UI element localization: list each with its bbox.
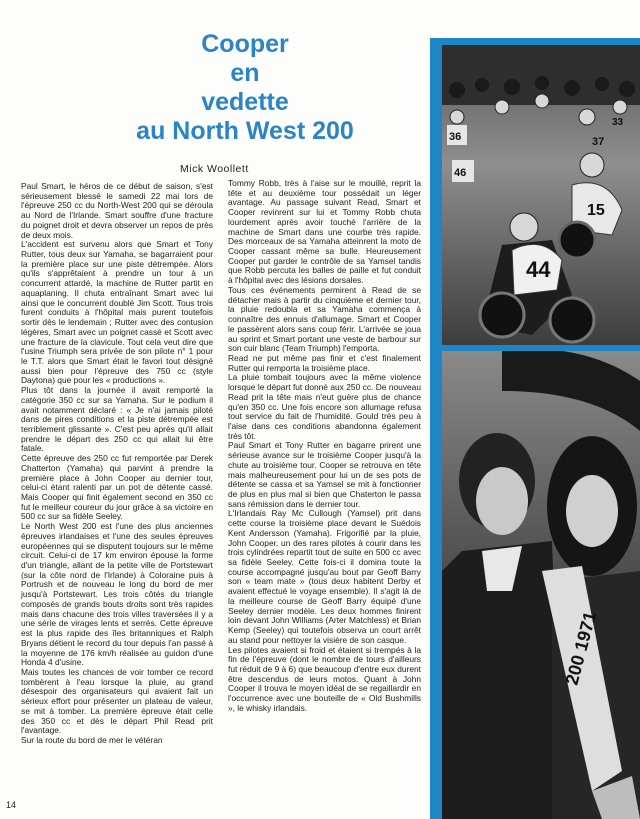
paragraph: Le North West 200 est l'une des plus anciennes épreuves irlandaises et l'une des seules épreuves européennes qui se disputent toujours sur le même circuit. Celui-ci de 17 km environ épouse la forme d'un triangle, allant de la petite ville de Portstewart (sur la côte nord de l'Irlande) à Coloraine puis à Portrush et de nouveau le long du bord de mer jusqu'à Portstewart. Les trois côtés du triangle composés de grands bouts droits sont très rapides mais dans chacune des trois villes traversées il y a une série de virages lents et serrés. Cette épreuve est la plus rapide des îles britanniques et Ralph Bryans détient le record du tour depuis l'an passé à la moyenne de 176 km/h réalisée au guidon d'une Honda 4 d'usine.	[21, 521, 213, 668]
race-number-37: 37	[592, 136, 605, 148]
paragraph: Cette épreuve des 250 cc fut remportée par Derek Chatterton (Yamaha) qui parvint à prendre la première place à John Cooper au dernier tour, celui-ci étant ralenti par un pot de détente cassé. Mais Cooper qui finit également second en 350 cc fut le meilleur coureur du jour grâce à sa victoire en 500 cc sur sa fidèle Seeley.	[21, 453, 213, 522]
paragraph: L'accident est survenu alors que Smart et Tony Rutter, tous deux sur Yamaha, se bagarraient pour la première place sur une piste détrempée. Alors qu'ils s'apprêtaient à prendre un tour à un concurrent attardé, la machine de Rutter partit en aquaplaning. Il chuta entraînant Smart avec lui ainsi que le concurrent doublé Jim Scott. Tous trois furent conduits à l'hôpital mais purent toutefois sortir dès le lendemain ; Rutter avec des contusion légères, Smart avec un poignet cassé et Scott avec une fracture de la clavicule. Tout cela veut dire que l'usine Triumph sera privée de son pilote n° 1 pour le T.T. alors que Smart était le favori tout désigné aussi bien pour l'épreuve des 750 cc (style Daytona) que pour les « productions ».	[21, 239, 213, 386]
winner-celebration-photo	[442, 351, 640, 819]
paragraph: La pluie tombait toujours avec la même violence lorsque le départ fut donné aux 250 cc. De nouveau Read prit la tête mais n'eut guère plus de chance qu'en 350 cc. Une fois encore son allumage refusa tout service du fait de l'humidité. Gould très peu à l'aise dans ces conditions abandonna également très tôt.	[228, 372, 421, 441]
paragraph: Les pilotes avaient si froid et étaient si trempés à la fin de l'épreuve (dont le nombre de tours d'ailleurs fut réduit de 9 à 6) que beaucoup d'entre eux durent être descendus de leurs motos. Quant à John Cooper il trouva le moyen idéal de se regaillardir en l'occurrence avec une bouteille de « Old Bushmills », le whisky irlandais.	[228, 644, 421, 713]
paragraph: Tous ces événements permirent à Read de se détacher mais à partir du cinquième et dernier tour, la pluie redoubla et sa Yamaha commença à connaître des ennuis d'allumage. Smart et Cooper le passèrent alors sans coup férir. L'arrivée se joua au sprint et Smart portant une veste de barbour sur son cuir blanc (Team Triumph) l'emporta.	[228, 284, 421, 354]
paragraph: L'Irlandais Ray Mc Cullough (Yamsel) prit dans cette course la troisième place devant le Suédois Kent Andersson (Yamaha). Frigorifié par la pluie, John Cooper, un des rares pilotes à courir dans les trois cylindrées repartit tout de suite en 500 cc avec sa fidèle Seeley. Cette fois-ci il domina toute la course accompagné jusqu'au bout par Geoff Barry son « team mate » (tous deux habitent Derby et avaient effectué le voyage ensemble). Il s'agit là de la meilleure course de Geoff Barry équipé d'une Seeley dernier modèle. Les deux hommes finirent loin devant John Williams (Arter Matchless) et Brian Kemp (Seeley) qui toutefois observa un court arrêt au stand pour nettoyer la visière de son casque.	[228, 508, 421, 645]
sash-lettering: 200 1971	[561, 609, 601, 688]
article-column-2	[228, 179, 421, 714]
page-number: 14	[6, 800, 17, 810]
paragraph: Paul Smart, le héros de ce début de saison, s'est sérieusement blessé le samedi 22 mai lors de l'épreuve 250 cc du North-West 200 qui se déroula au Nord de l'Irlande. Smart souffre d'une fracture du poignet droit et devra observer un repos de près de deux mois.	[21, 181, 213, 240]
author-byline: Mick Woollett	[180, 163, 249, 175]
paragraph: Paul Smart et Tony Rutter en bagarre prirent une sérieuse avance sur le troisième Cooper jusqu'à la chute au troisième tour. Cooper se retrouva en tête mais malheureusement pour lui un de ses pots de détente se cassa et sa Yamsel se mit à fonctionner de plus en plus mal si bien que Chaterton le passa sans rémission dans le dernier tour.	[228, 440, 421, 509]
paragraph: Plus tôt dans la journée il avait remporté la catégorie 350 cc sur sa Yamaha. Sur le podium il avait notamment déclaré : « Je n'ai jamais piloté dans de pires conditions et la piste détrempée est terriblement glissante ». C'est peu après qu'il allait prendre le départ des 250 cc qui allait lui être fatale.	[21, 385, 213, 454]
paragraph: Mais toutes les chances de voir tomber ce record tombèrent à l'eau lorsque la pluie, au grand désespoir des organisateurs qui avaient fait un sérieux effort pour présenter un plateau de valeur, se mit à tomber. La première épreuve était celle des 350 cc et dès le départ Phil Read prit l'avantage.	[21, 666, 213, 736]
race-number-46: 46	[454, 167, 467, 179]
article-column-1	[21, 182, 213, 746]
race-number-44: 44	[526, 257, 551, 282]
paragraph: Sur la route du bord de mer le vétéran	[21, 734, 163, 745]
race-start-photo	[442, 45, 640, 345]
race-number-36: 36	[449, 131, 462, 143]
paragraph: Tommy Robb, très à l'aise sur le mouillé, reprit la tête et au deuxième tour possédait un léger avantage. Au passage suivant Read, Smart et Cooper revinrent sur lui et Tommy Robb chuta lourdement après avoir touché l'arrière de la machine de Smart dans une courbe très rapide. Des morceaux de sa Yamaha atteinrent la moto de Cooper cassant même sa bulle. Heureusement Cooper put garder le contrôle de sa Yamsel tandis que Robb percuta les balles de paille et fut conduit à l'hôpital avec des lésions dorsales.	[228, 178, 421, 286]
title-line-4: au North West 200	[136, 117, 354, 145]
title-line-1: Cooper	[201, 30, 289, 58]
race-number-33: 33	[612, 117, 624, 128]
paragraph: Read ne put même pas finir et c'est finalement Rutter qui remporta la troisième place.	[228, 352, 421, 373]
title-line-2: en	[230, 59, 260, 87]
article-title	[80, 30, 410, 146]
race-number-15: 15	[587, 202, 605, 219]
title-line-3: vedette	[201, 88, 289, 116]
